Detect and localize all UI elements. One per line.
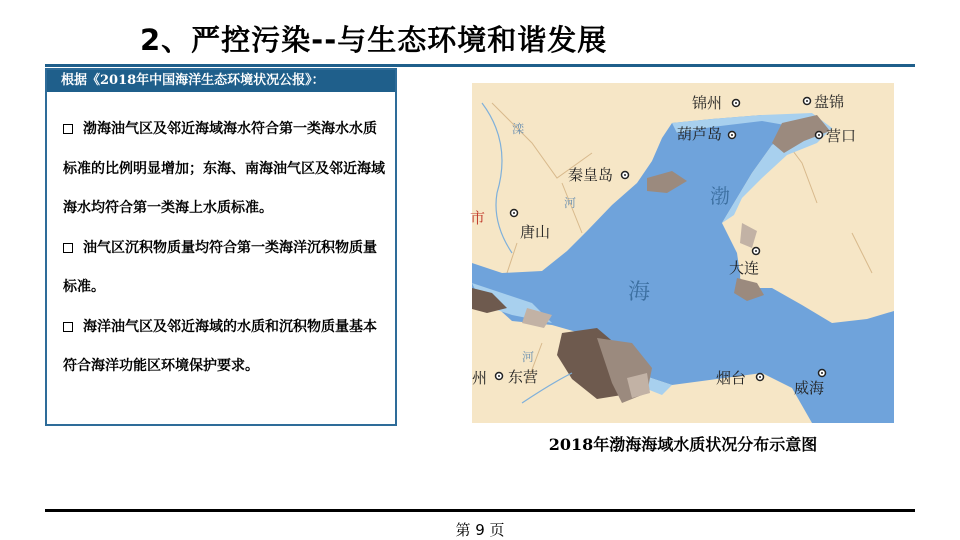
city-label: 威海 [794, 379, 825, 397]
city-label: 唐山 [520, 223, 551, 241]
city-label: 东营 [508, 368, 539, 386]
page-number: 第 9 页 [455, 521, 505, 539]
map-caption: 2018年渤海海域水质状况分布示意图 [548, 435, 818, 454]
city-label: 葫芦岛 [677, 125, 723, 143]
city-label: 营口 [826, 127, 857, 145]
river-label: 滦 [512, 122, 525, 136]
city-label: 秦皇岛 [568, 166, 614, 184]
river-label: 河 [564, 196, 577, 210]
city-label: 烟台 [716, 369, 747, 387]
checkbox-square-icon [63, 243, 73, 253]
partial-city-label: 市 [470, 209, 486, 227]
sea-name-label: 海 [628, 280, 651, 305]
bullet-item [63, 110, 385, 229]
info-box-body [63, 110, 385, 387]
title-divider [45, 64, 915, 67]
city-label: 锦州 [692, 94, 723, 112]
bullet-text: 油气区沉积物质量均符合第一类海洋沉积物质量标准。 [63, 239, 377, 295]
bohai-water-quality-map [472, 83, 894, 423]
bullet-text: 海洋油气区及邻近海域的水质和沉积物质量基本符合海洋功能区环境保护要求。 [63, 318, 377, 374]
bullet-item [63, 308, 385, 387]
bullet-text: 渤海油气区及邻近海域海水符合第一类海水水质标准的比例明显增加；东海、南海油气区及邻近海域海水均符合第一类海上水质标准。 [63, 121, 385, 216]
checkbox-square-icon [63, 322, 73, 332]
info-box-header: 根据《2018年中国海洋生态环境状况公报》： [47, 70, 395, 92]
slide-title: 2、严控污染--与生态环境和谐发展 [140, 23, 608, 57]
sea-name-label: 渤 [710, 184, 730, 208]
city-label: 大连 [729, 259, 760, 277]
river-label: 河 [522, 350, 535, 364]
bullet-item [63, 229, 385, 308]
info-box [45, 68, 397, 426]
city-label: 盘锦 [814, 93, 845, 111]
checkbox-square-icon [63, 124, 73, 134]
footer-divider [45, 509, 915, 512]
partial-city-label: 州 [472, 369, 488, 387]
